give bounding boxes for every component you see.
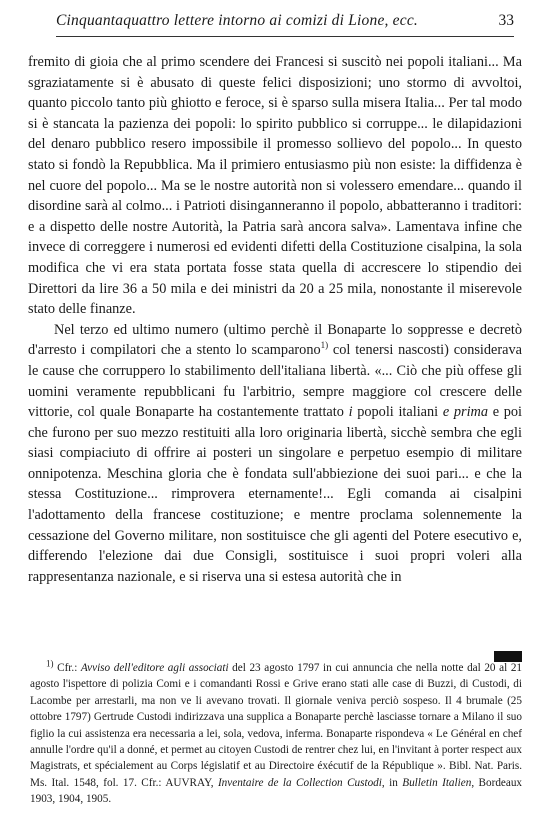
running-head bbox=[56, 10, 514, 37]
running-title: Cinquantaquattro lettere intorno ai comizi di Lione, ecc. bbox=[56, 12, 418, 29]
footnote-text-3: , Bordeaux 1903, 1904, 1905. bbox=[30, 776, 523, 806]
paragraph-1: fremito di gioia che al primo scendere dei Francesi si suscitò nei popoli italiani... Ma sgraziatamente si è abusato di queste felici disposizioni; uno stormo di avvoltoi, quanto piccolo tanto più ghiotto e feroce, si è sparso sulla misera Italia... Per tal modo si è stancata la pazienza dei popoli: lo spirito pubblico si corruppe... le dilapidazioni del denaro pubblico resero impossibile il promesso sollievo del popolo... In questo stato si fondò la Repubblica. Ma il primiero entusiasmo più non esiste: la diffidenza è nel cuore del popolo... Ma se le nostre autorità non si volessero emendare... quando il disordine sarà al colmo... i Patrioti disinganneranno il popolo, abbatteranno i traditori: e a dispetto delle nostre Autorità, la Patria sarà ancora salva». Lamentava infine che invece di correggere i numerosi ed evidenti difetti della Costituzione cisalpina, la sola modifica che vi era stata portata fosse stata quella di accrescere lo stipendio dei Direttori da lire 36 a 50 mila e dei ministri da 20 a 25 mila, nonostante il miserevole stato delle finanze. bbox=[28, 54, 522, 318]
footnote-text-2: , in bbox=[381, 776, 403, 789]
footnote-reference: 1) bbox=[320, 340, 329, 351]
footnote-1 bbox=[30, 660, 522, 808]
footnote-text-1: del 23 agosto 1797 in cui annuncia che nella notte dal 20 al 21 agosto l'ispettore di polizia Comi e i comandanti Rossi e Grive erano stati alle case di Buzzi, di Custodi, di Lacombe per arrestarli, ma non ve li avevano trovati. Il giornale veniva perciò sospeso. Il 4 brumale (25 ottobre 1797) Gertrude Custodi indirizzava una supplica a Bonaparte perchè lasciasse tornare a Milano il suo figlio la cui assistenza era necessaria a lei, sola, vedova, inferma. Bonaparte rispondeva « Le Général en chef annulle l'ordre qu'il a donné, et permet au citoyen Custodi de rentrer chez lui, en l'invitant à porter respect aux Magistrats, et spécialement au Corps législatif et au Directoire éxécutif de la République ». Bibl. Nat. Paris. Ms. Ital. 1548, fol. 17. Cfr.: AUVRAY, bbox=[30, 662, 523, 789]
footnote-title-1: Avviso dell'editore agli associati bbox=[80, 662, 229, 674]
main-text bbox=[28, 52, 522, 587]
footnote-intro: Cfr.: bbox=[53, 662, 81, 674]
page-number: 33 bbox=[498, 12, 514, 29]
footnotes bbox=[30, 660, 522, 808]
paragraph-2-emphasis-1: i bbox=[348, 404, 353, 421]
footnote-number: 1) bbox=[46, 658, 54, 669]
paragraph-2-text-d: e poi che furono per suo mezzo restituiti alla loro originaria libertà, sicchè sembra che egli siasi compiaciuto di offrire ai posteri un singolare e perpetuo esempio di militare onnipotenza. Meschina gloria che è fondata sull'abbiezione dei suoi pari... e che la stessa Costituzione... rimprovera eternamente!... Egli comanda ai cisalpini l'adottamento della francese costituzione; e mentre proclama solennemente la cessazione del Governo militare, non sostituisce che gli agenti del Potere esecutivo e, differendo l'elezione dai due Consigli, sostituisce i suoi propri voleri alla rappresentanza nazionale, e si riserva una si estesa autorità che in bbox=[28, 404, 522, 585]
paragraph-2-text-c: popoli italiani bbox=[352, 404, 443, 421]
paragraph-2 bbox=[28, 320, 522, 588]
footnote-title-2: Inventaire de la Collection Custodi bbox=[217, 776, 382, 789]
paragraph-2-emphasis-2: e prima bbox=[442, 404, 489, 421]
paragraph-2-text-b: col tenersi nascosti) considerava le cause che corruppero lo stabilimento dell'italiana libertà. «... Ciò che più offese gli uomini veramente repubblicani fu l'arbitrio, sempre maggiore col crescere delle vittorie, col quale Bonaparte ha costantemente trattato bbox=[28, 342, 522, 421]
footnote-title-3: Bulletin Italien bbox=[402, 776, 472, 789]
paragraph-2-text-a: Nel terzo ed ultimo numero (ultimo perchè il Bonaparte lo soppresse e decretò d'arresto i compilatori che a stento lo scamparono bbox=[28, 321, 522, 359]
